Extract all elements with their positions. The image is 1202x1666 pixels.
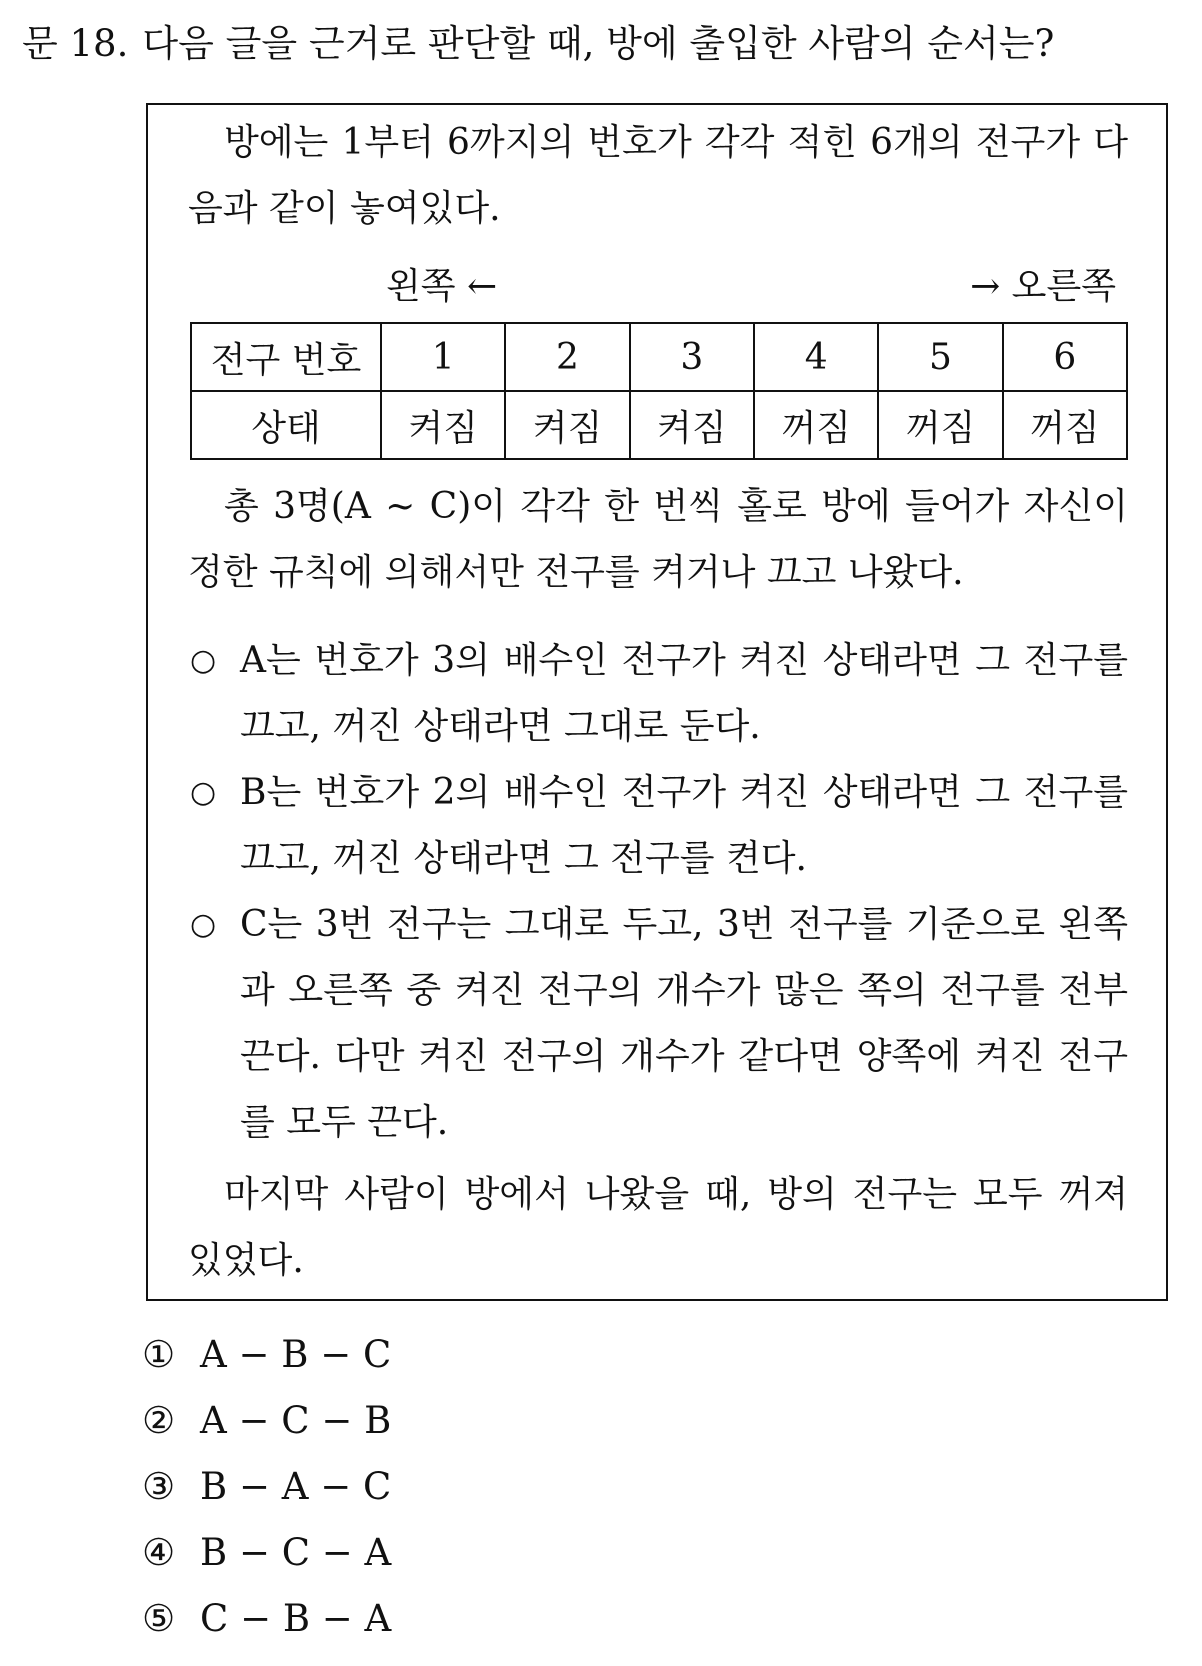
rule-list (188, 628, 1128, 1156)
choice-number: ③ (142, 1465, 176, 1508)
bulb-number-cell: 2 (505, 323, 629, 391)
direction-row (188, 262, 1128, 312)
choice-number: ② (142, 1399, 176, 1442)
choice-number: ④ (142, 1531, 176, 1574)
choice-4[interactable] (142, 1520, 742, 1586)
bullet-circle-icon: ○ (190, 907, 217, 942)
choice-number: ① (142, 1333, 176, 1376)
choice-5[interactable] (142, 1586, 742, 1652)
bulb-table (190, 322, 1128, 460)
rule-text: B는 번호가 2의 배수인 전구가 켜진 상태라면 그 전구를 끄고, 꺼진 상태라면 그 전구를 켠다. (240, 772, 1128, 879)
bulb-number-cell: 4 (754, 323, 878, 391)
bulb-state-cell: 꺼짐 (754, 391, 878, 459)
bulb-state-cell: 켜짐 (630, 391, 754, 459)
passage-conclusion: 마지막 사람이 방에서 나왔을 때, 방의 전구는 모두 꺼져 있었다. (188, 1174, 1128, 1281)
passage-setup: 총 3명(A ~ C)이 각각 한 번씩 홀로 방에 들어가 자신이 정한 규칙에 의해서만 전구를 켜거나 끄고 나왔다. (188, 486, 1128, 593)
choice-2[interactable] (142, 1388, 742, 1454)
answer-choices (142, 1322, 742, 1652)
bulb-number-cell: 1 (381, 323, 505, 391)
rule-text: A는 번호가 3의 배수인 전구가 켜진 상태라면 그 전구를 끄고, 꺼진 상태라면 그대로 둔다. (240, 640, 1128, 747)
bulb-number-cell: 5 (878, 323, 1002, 391)
bulb-state-header: 상태 (191, 391, 381, 459)
direction-left-label: 왼쪽 ← (386, 266, 498, 307)
bulb-state-cell: 켜짐 (381, 391, 505, 459)
choice-number: ⑤ (142, 1597, 176, 1640)
bullet-circle-icon: ○ (190, 775, 217, 810)
bulb-state-cell: 켜짐 (505, 391, 629, 459)
passage-intro: 방에는 1부터 6까지의 번호가 각각 적힌 6개의 전구가 다음과 같이 놓여있다. (188, 122, 1128, 229)
choice-text: B − C − A (200, 1531, 392, 1574)
bulb-number-cell: 6 (1003, 323, 1127, 391)
rule-text: C는 3번 전구는 그대로 두고, 3번 전구를 기준으로 왼쪽과 오른쪽 중 켜진 전구의 개수가 많은 쪽의 전구를 전부 끈다. 다만 켜진 전구의 개수가 같다면 양쪽에 켜진 전구를 모두 끈다. (240, 904, 1128, 1143)
choice-text: B − A − C (200, 1465, 392, 1508)
bulb-number-header: 전구 번호 (191, 323, 381, 391)
question-stem (22, 18, 1182, 70)
question-text: 다음 글을 근거로 판단할 때, 방에 출입한 사람의 순서는? (142, 22, 1055, 65)
choice-3[interactable] (142, 1454, 742, 1520)
direction-right-label: → 오른쪽 (970, 266, 1116, 307)
bulb-state-cell: 꺼짐 (878, 391, 1002, 459)
rule-item-a (188, 628, 1128, 760)
bulb-number-cell: 3 (630, 323, 754, 391)
choice-text: C − B − A (200, 1597, 392, 1640)
bulb-number-row (191, 323, 1127, 391)
question-number: 문 18. (22, 22, 129, 65)
choice-1[interactable] (142, 1322, 742, 1388)
bulb-state-cell: 꺼짐 (1003, 391, 1127, 459)
rule-item-c (188, 892, 1128, 1156)
bulb-state-row (191, 391, 1127, 459)
choice-text: A − C − B (200, 1399, 392, 1442)
rule-item-b (188, 760, 1128, 892)
choice-text: A − B − C (200, 1333, 392, 1376)
bullet-circle-icon: ○ (190, 643, 217, 678)
